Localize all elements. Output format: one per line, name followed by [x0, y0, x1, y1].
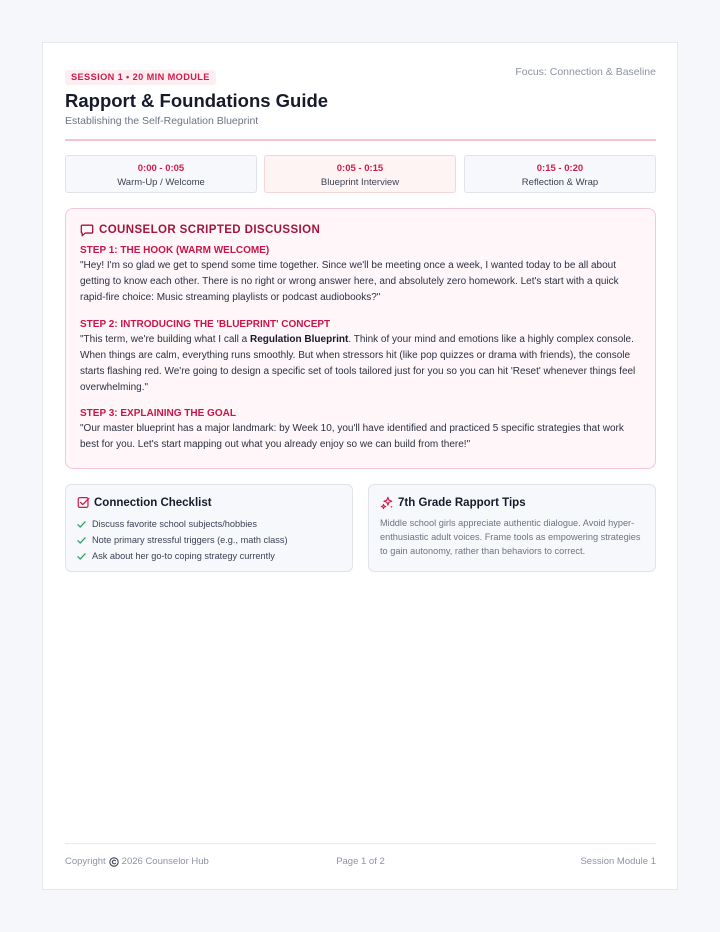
phase-time: 0:00 - 0:05 — [137, 163, 185, 174]
phase-label: Blueprint Interview — [320, 177, 400, 188]
script-step-3 — [80, 407, 645, 453]
phase-label: Reflection & Wrap — [521, 177, 599, 188]
step-body-emphasis: Regulation Blueprint — [249, 334, 349, 345]
step-body-text: . Think of your mind and emotions like a highly complex console. When things are calm, everything runs smoothly. But when stressors hit (like pop quizzes or drama with friends), the console starts flashing red. We're going to design a specific set of tools tailored just for you so you can hit 'Reset' whenever things feel overwhelming." — [80, 334, 636, 393]
list-item — [77, 548, 288, 564]
page-content — [65, 43, 656, 889]
footer-divider — [65, 843, 656, 844]
session-badge: SESSION 1 • 20 MIN MODULE — [65, 70, 216, 85]
checkmark-icon — [77, 536, 86, 545]
step-body — [80, 332, 645, 396]
list-item-label: Note primary stressful triggers (e.g., math class) — [92, 535, 288, 545]
phase-time: 0:15 - 0:20 — [536, 163, 584, 174]
chat-bubble-icon — [80, 223, 94, 237]
connection-checklist-card — [65, 484, 353, 572]
checkbox-icon — [77, 496, 90, 509]
script-heading-label: COUNSELOR SCRIPTED DISCUSSION — [99, 224, 321, 236]
copyright-prefix: Copyright — [65, 856, 106, 867]
card-title-label: Connection Checklist — [94, 496, 212, 509]
footer-page-number: Page 1 of 2 — [336, 856, 385, 867]
step-title: STEP 3: EXPLAINING THE GOAL — [80, 408, 236, 419]
step-title: STEP 1: THE HOOK (WARM WELCOME) — [80, 245, 270, 256]
list-item-label: Ask about her go-to coping strategy currently — [92, 551, 275, 561]
phase-warm-up — [65, 155, 257, 193]
tips-body: Middle school girls appreciate authentic dialogue. Avoid hyper-enthusiastic adult voices. Frame tools as empowering strategies to gain autonomy, rather than behaviors to correct. — [380, 518, 641, 556]
list-item — [77, 532, 288, 548]
script-heading — [80, 223, 320, 237]
phase-blueprint-interview — [264, 155, 456, 193]
page-subtitle: Establishing the Self-Regulation Blueprint — [65, 115, 259, 127]
script-step-1 — [80, 244, 645, 306]
phase-time: 0:05 - 0:15 — [336, 163, 384, 174]
list-item-label: Discuss favorite school subjects/hobbies — [92, 519, 257, 529]
rapport-tips-card — [368, 484, 656, 572]
checklist-items — [77, 516, 288, 564]
sparkles-icon — [380, 496, 394, 510]
step-body: "Hey! I'm so glad we get to spend some time together. Since we'll be meeting once a week, I wanted today to be all about getting to know each other. There is no right or wrong answer here, and absolutely zero homework. Let's start with a quick rapid-fire choice: Music streaming playlists or podcast audiobooks?" — [80, 260, 619, 303]
page-title: Rapport & Foundations Guide — [65, 90, 329, 111]
card-title-label: 7th Grade Rapport Tips — [398, 497, 526, 509]
header-divider — [65, 139, 656, 141]
footer-module: Session Module 1 — [580, 856, 656, 867]
phase-reflection — [464, 155, 656, 193]
scripted-discussion-panel — [65, 208, 656, 469]
document-page — [42, 42, 678, 890]
copyright-text: 2026 Counselor Hub — [121, 856, 209, 867]
card-title — [77, 496, 212, 509]
step-body: "Our master blueprint has a major landmark: by Week 10, you'll have identified and practiced 5 specific strategies that work best for you. Let's start mapping out what you already enjoy so we can build from there!" — [80, 423, 624, 450]
step-title: STEP 2: INTRODUCING THE 'BLUEPRINT' CONCEPT — [80, 319, 331, 330]
phase-label: Warm-Up / Welcome — [117, 177, 205, 188]
step-body-text: "This term, we're building what I call a — [80, 334, 250, 345]
focus-label: Focus: Connection & Baseline — [515, 66, 656, 78]
script-step-2 — [80, 318, 645, 396]
card-title — [380, 496, 526, 510]
list-item — [77, 516, 288, 532]
checkmark-icon — [77, 520, 86, 529]
checkmark-icon — [77, 552, 86, 561]
